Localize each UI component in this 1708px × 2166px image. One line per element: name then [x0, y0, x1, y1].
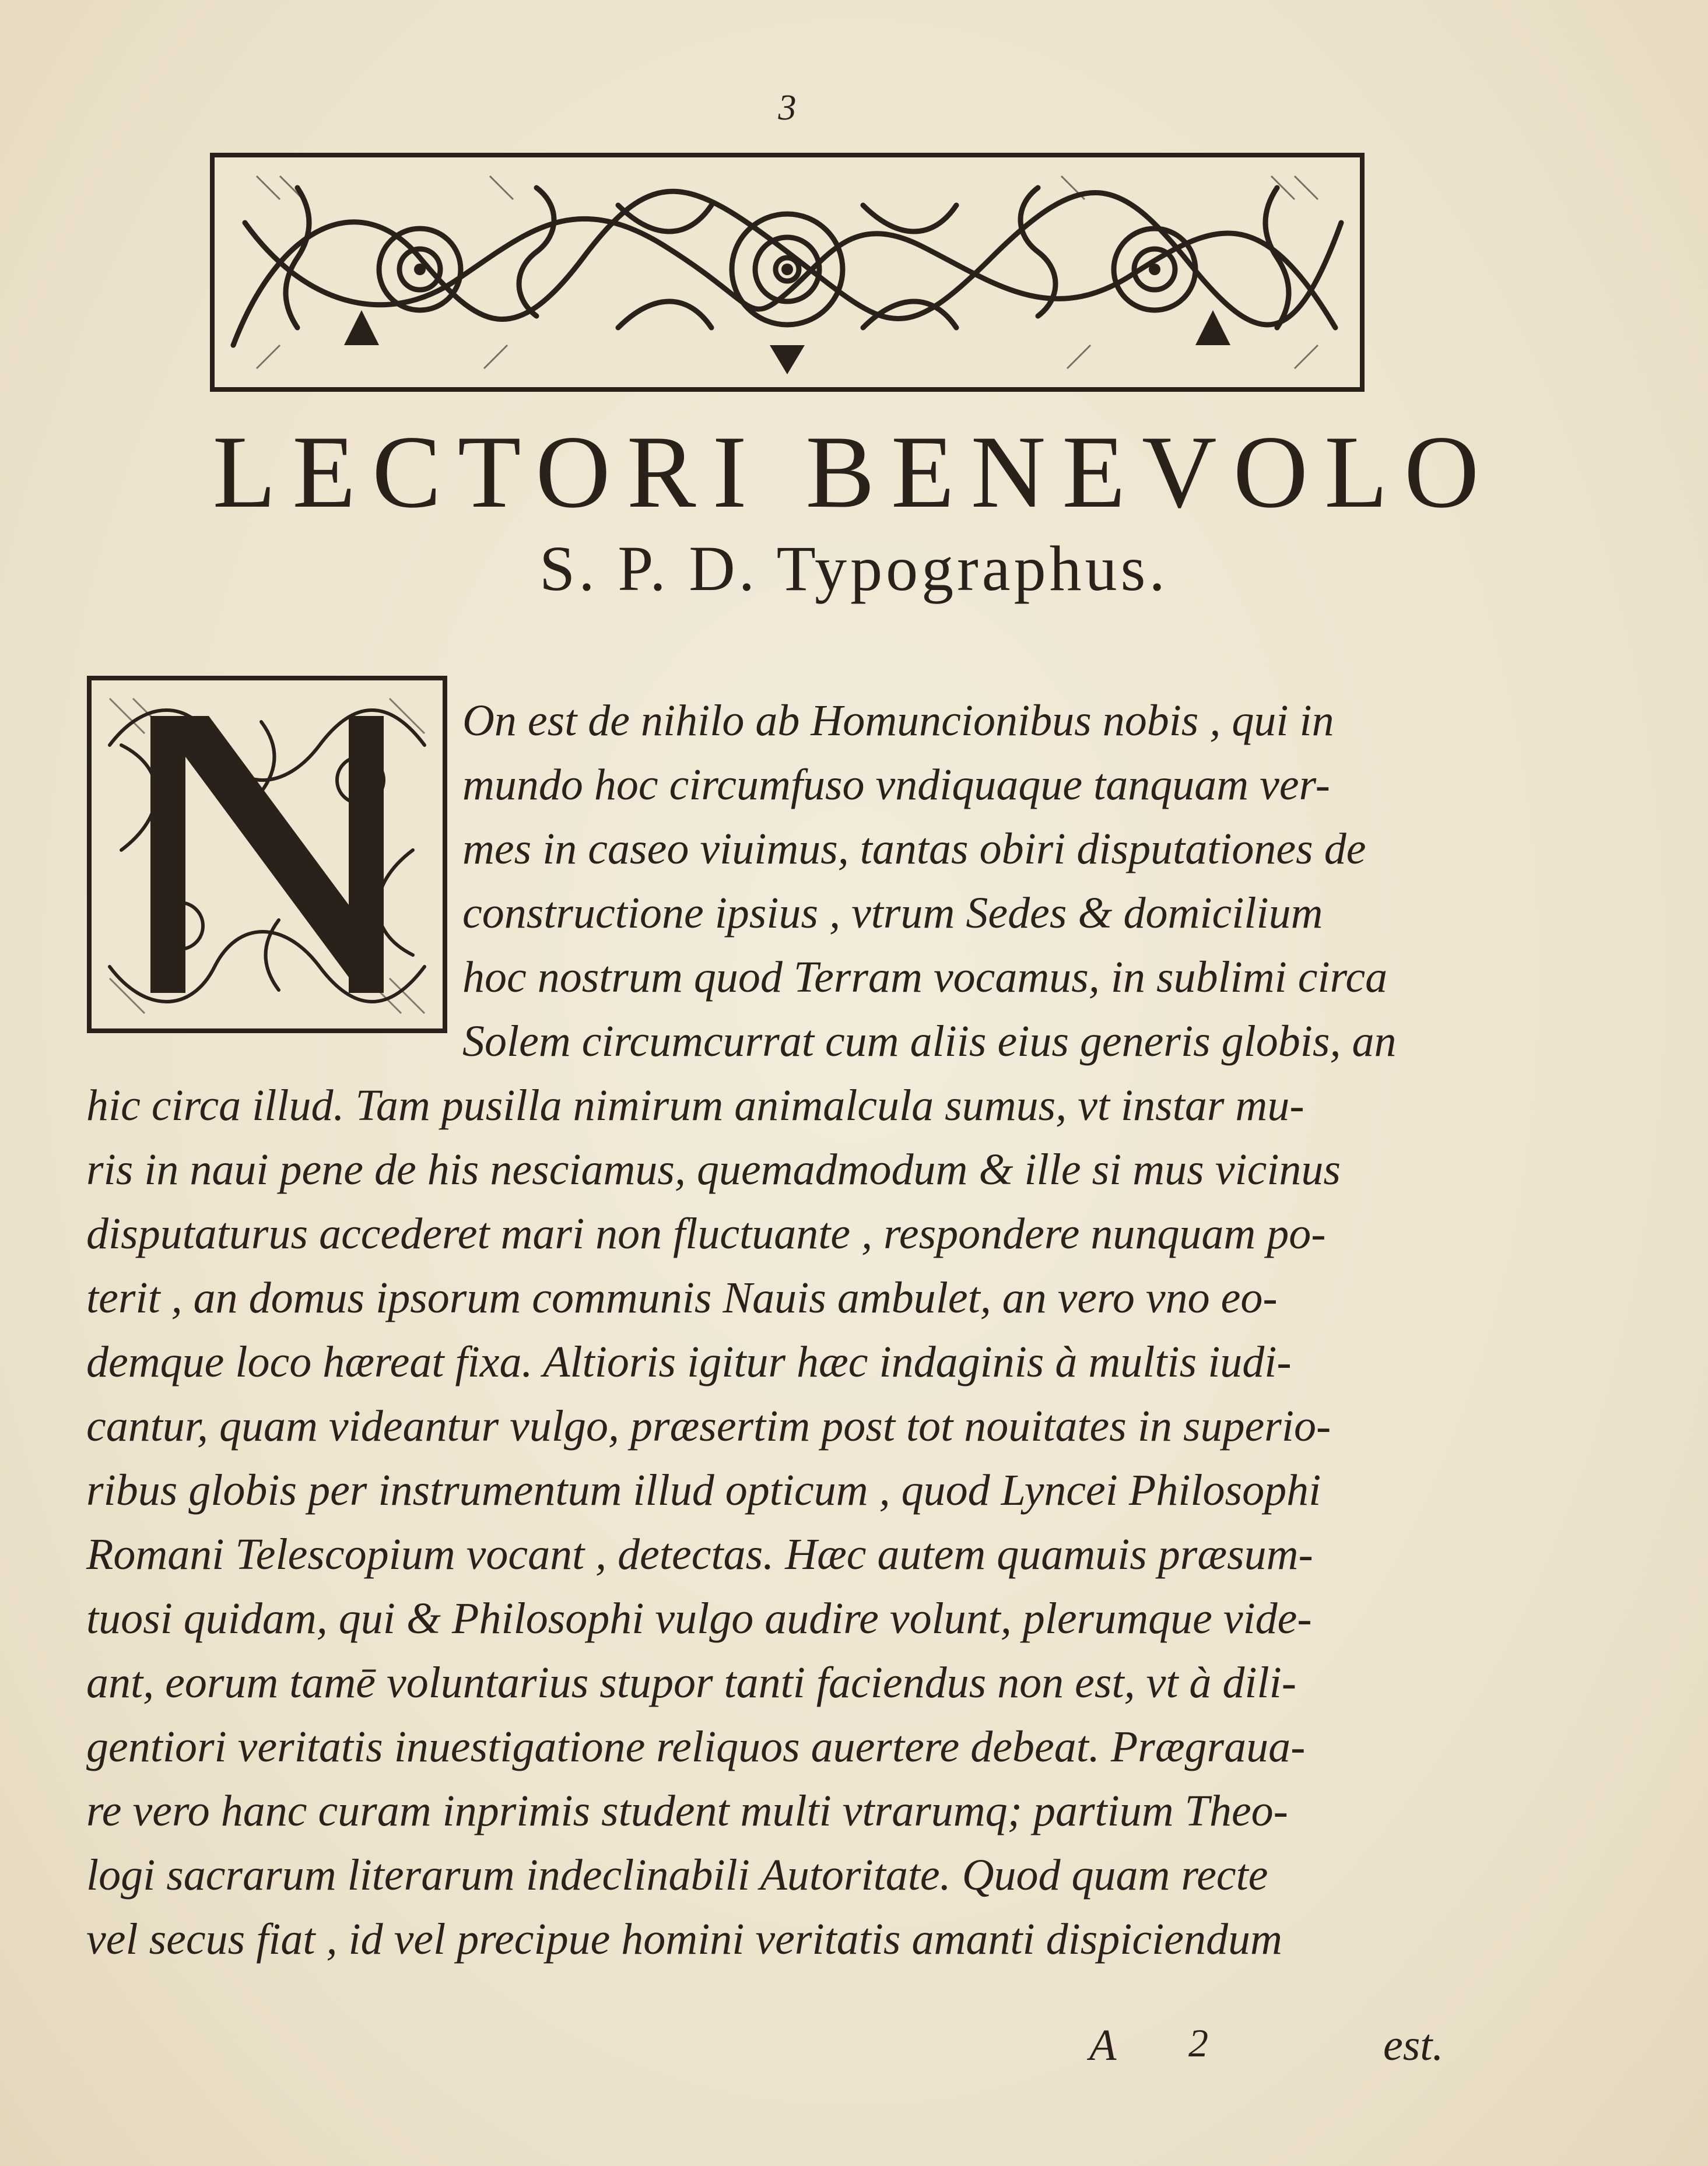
text-line: mes in caseo viuimus, tantas obiri disputationes de	[462, 824, 1366, 873]
text-line: ris in naui pene de his nesciamus, quemadmodum & ille si mus vicinus	[86, 1145, 1341, 1194]
catchword: est.	[1383, 2021, 1444, 2070]
text-line: mundo hoc circumfuso vndiquaque tanquam ver-	[462, 760, 1330, 809]
page-title: LECTORI BENEVOLO	[212, 414, 1496, 529]
text-line: disputaturus accederet mari non fluctuante , respondere nunquam po-	[86, 1209, 1326, 1258]
initial-letter: N	[262, 887, 272, 900]
text-line: re vero hanc curam inprimis student multi vtrarumq; partium Theo-	[86, 1786, 1288, 1835]
text-line: hic circa illud. Tam pusilla nimirum animalcula sumus, vt instar mu-	[86, 1081, 1304, 1130]
text-line: ant, eorum tamē voluntarius stupor tanti faciendus non est, vt à dili-	[86, 1658, 1297, 1707]
text-line: terit , an domus ipsorum communis Nauis ambulet, an vero vno eo-	[86, 1273, 1278, 1322]
text-line: logi sacrarum literarum indeclinabili Autoritate. Quod quam recte	[86, 1851, 1268, 1900]
text-line: cantur, quam videantur vulgo, præsertim post tot nouitates in superio-	[86, 1402, 1331, 1451]
text-line: vel secus fiat , id vel precipue homini veritatis amanti dispiciendum	[86, 1915, 1282, 1964]
signature-mark: A	[1089, 2021, 1117, 2070]
text-line: ribus globis per instrumentum illud opticum , quod Lyncei Philosophi	[86, 1466, 1321, 1515]
text-line: tuosi quidam, qui & Philosophi vulgo audire volunt, plerumque vide-	[86, 1594, 1312, 1643]
page-subtitle: S. P. D. Typographus.	[539, 533, 1169, 604]
text-line: Romani Telescopium vocant , detectas. Hæc autem quamuis præsum-	[86, 1530, 1313, 1579]
text-line: demque loco hæreat fixa. Altioris igitur hæc indaginis à multis iudi-	[86, 1337, 1292, 1386]
page-number: 3	[778, 88, 797, 128]
text-line: On est de nihilo ab Homuncionibus nobis , qui in	[462, 696, 1334, 745]
signature-number: 2	[1188, 2021, 1208, 2065]
text-line: Solem circumcurrat cum aliis eius generis globis, an	[462, 1017, 1397, 1066]
text-line: hoc nostrum quod Terram vocamus, in sublimi circa	[462, 953, 1388, 1002]
text-line: constructione ipsius , vtrum Sedes & domicilium	[462, 889, 1323, 938]
text-line: gentiori veritatis inuestigatione reliquos auertere debeat. Prægraua-	[86, 1722, 1306, 1771]
